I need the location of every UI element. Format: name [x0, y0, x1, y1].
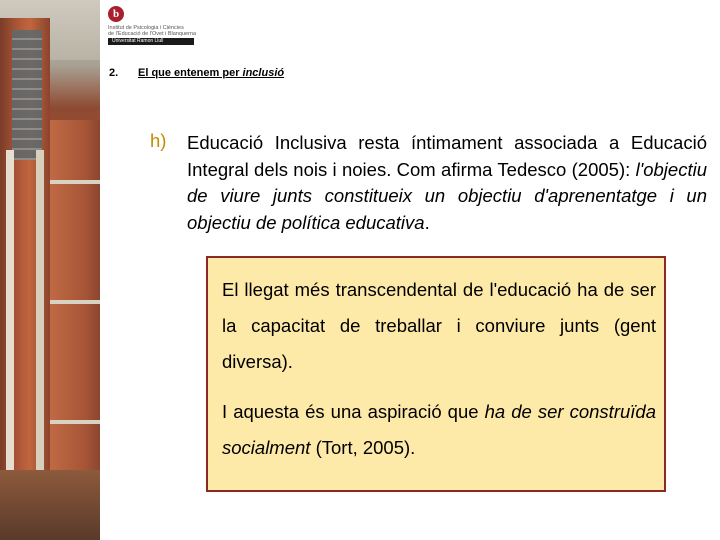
logo-line-2: de l'Educació de l'Ovet i Blanquerna — [108, 31, 197, 37]
photo-stripe — [50, 420, 100, 424]
quote-box — [206, 256, 666, 492]
photo-stripe — [50, 180, 100, 184]
quote-p2-plain: I aquesta és una aspiració que — [222, 401, 485, 422]
logo-university-bar: Universitat Ramon Llull — [108, 38, 194, 45]
institution-logo — [108, 6, 198, 46]
logo-mark-icon: b — [108, 6, 124, 22]
section-title — [138, 67, 284, 79]
photo-window — [12, 30, 42, 160]
photo-ground — [0, 470, 100, 540]
quote-p2-italic: ha de ser construïda socialment — [222, 401, 656, 458]
paragraph-body — [187, 130, 707, 236]
quote-paragraph-2 — [222, 394, 656, 466]
photo-stripe — [50, 300, 100, 304]
paragraph-italic: l'objectiu de viure junts constitueix un objectiu d'aprenentatge i un objectiu de política educativa — [187, 158, 707, 233]
paragraph-plain: Educació Inclusiva resta íntimament associada a Educació Integral dels nois i noies. Com afirma Tedesco (2005): — [187, 132, 707, 180]
section-title-plain: El que entenem per — [138, 67, 243, 79]
quote-paragraph-1: El llegat més transcendental de l'educació ha de ser la capacitat de treballar i conviure junts (gent diversa). — [222, 279, 656, 372]
section-number: 2. — [109, 67, 119, 79]
paragraph-end: . — [424, 211, 430, 233]
logo-line-1: Institut de Psicologia i Ciències — [108, 25, 184, 31]
quote-p2-end: (Tort, 2005). — [310, 437, 416, 458]
section-title-italic: inclusió — [242, 67, 285, 79]
paragraph-letter: h) — [150, 130, 167, 151]
building-photo — [0, 0, 100, 540]
